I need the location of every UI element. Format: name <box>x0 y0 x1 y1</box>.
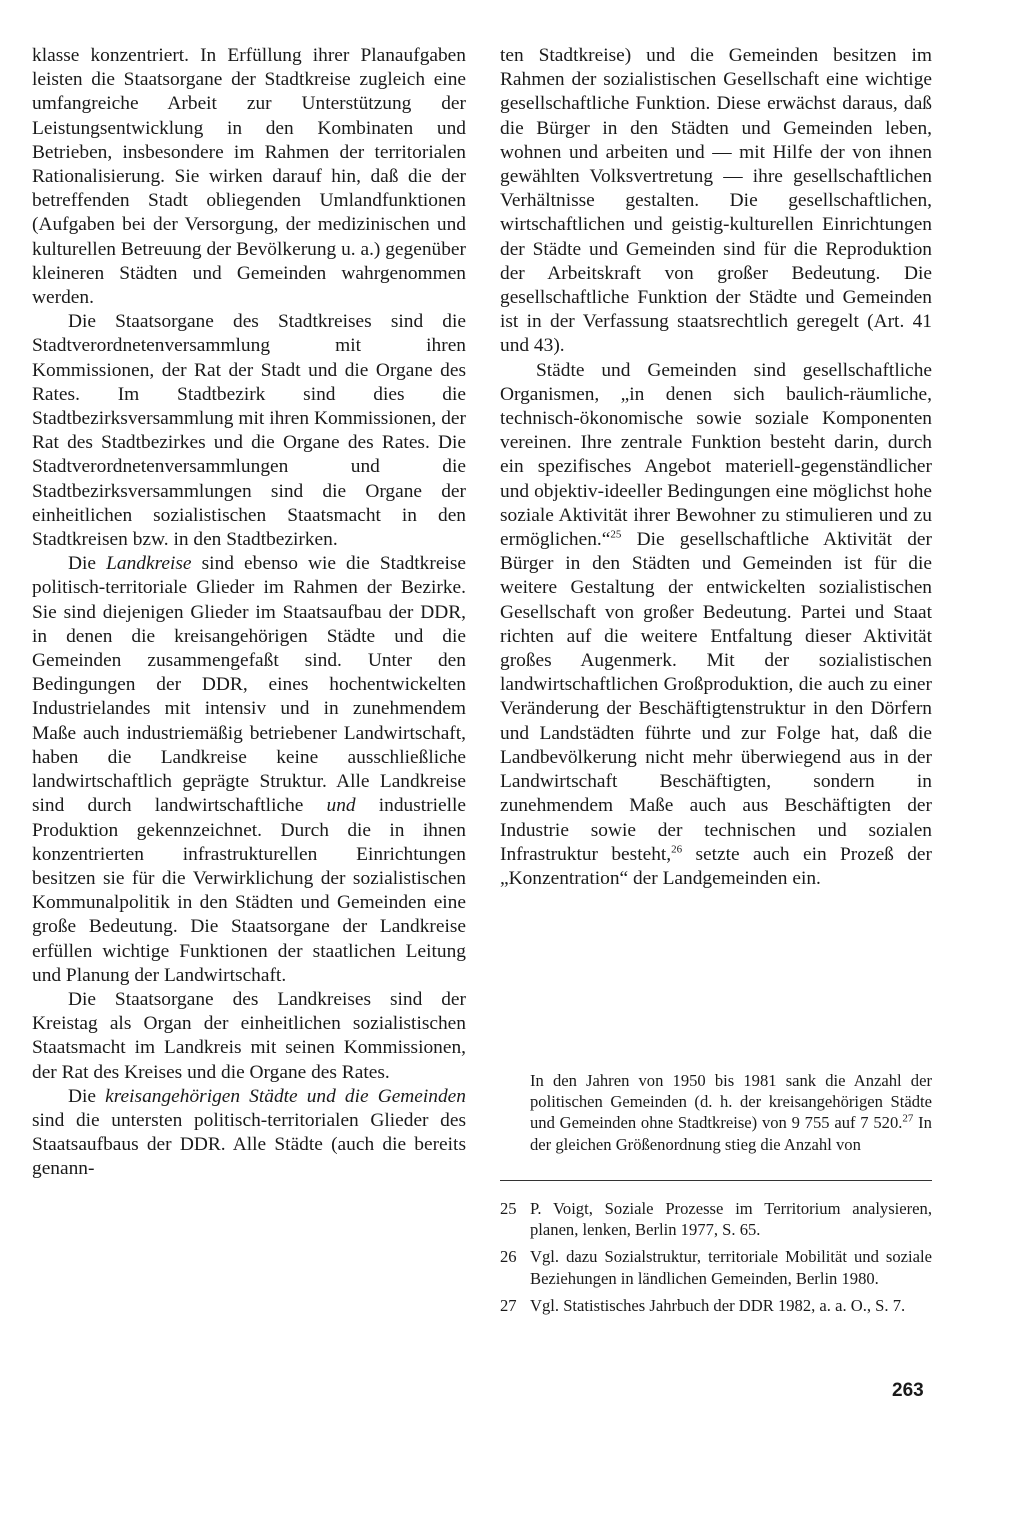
paragraph <box>32 988 466 1085</box>
paragraph-text: Städte und Gemeinden sind gesellschaftliche Organismen, „in denen sich baulich-räumliche, technisch-ökonomische sowie soziale Komponenten vereinen. Ihre zentrale Funktion besteht darin, durch ein spezifisches Angebot materiell-gegenständlicher und objektiv-ideeller Bedingungen eine möglichst hohe soziale Aktivität ihrer Bewohner zu stimulieren und zu ermöglichen.“ <box>500 359 932 551</box>
paragraph <box>32 552 466 988</box>
paragraph-text: sind ebenso wie die Stadtkreise politisch-territoriale Glieder im Rahmen der Bezirke. Sie sind diejenigen Glieder im Staatsaufbau der DDR, in denen die kreisangehörigen Städte und die Gemeinden zusammengefaßt sind. Unter den Bedingungen der DDR, eines hochentwickelten Industrielandes mit intensiv und in zunehmendem Maße auch industriemäßig betriebener Landwirtschaft, haben die Landkreise keine ausschließliche landwirtschaftlich geprägte Struktur. Alle Landkreise sind durch landwirtschaftliche <box>32 553 466 817</box>
paragraph <box>32 44 466 310</box>
footnote-ref: 25 <box>610 528 622 541</box>
italic-term: und <box>326 795 356 817</box>
footnote <box>500 1295 932 1316</box>
footnote-text: P. Voigt, Soziale Prozesse im Territorium analysieren, planen, lenken, Berlin 1977, S. 65. <box>530 1199 932 1240</box>
paragraph <box>32 310 466 552</box>
small-print-paragraph <box>530 1070 932 1155</box>
italic-term: kreisangehörigen Städte und die Gemeinden <box>105 1085 466 1107</box>
italic-term: Landkreise <box>106 553 192 575</box>
paragraph-text: ten Stadtkreise) und die Gemeinden besitzen im Rahmen der sozialistischen Gesellschaft eine wichtige gesellschaftliche Funktion. Diese erwächst daraus, daß die Bürger in den Städten und Gemeinden leben, wohnen und arbeiten und — mit Hilfe der von ihnen gewählten Volksvertretung — ihre gesellschaftlichen Verhältnisse gestalten. Die gesellschaftlichen, wirtschaftlichen und geistig-kulturellen Einrichtungen der Städte und Gemeinden sind für die Reproduktion der Arbeitskraft von großer Bedeutung. Die gesellschaftliche Funktion der Städte und Gemeinden ist in der Verfassung staatsrechtlich geregelt (Art. 41 und 43). <box>500 45 932 357</box>
footnote <box>500 1246 932 1288</box>
footnote-text: Vgl. Statistisches Jahrbuch der DDR 1982, a. a. O., S. 7. <box>530 1295 906 1315</box>
paragraph-text: Die gesellschaftliche Aktivität der Bürger in den Städten und Gemeinden ist für die weitere Gestaltung der entwickelten sozialistischen Gesellschaft von großer Bedeutung. Partei und Staat richten auf die weitere Entfaltung dieser Aktivität großes Augenmerk. Mit der sozialistischen landwirtschaftlichen Großproduktion, die auch zu einer Veränderung der Beschäftigtenstruktur in den Dörfern und Landstädten führte und zur Folge hat, daß die Landbevölkerung nicht mehr überwiegend aus in der Landwirtschaft Beschäftigten, sondern in zunehmendem Maße auch aus Beschäftigten der Industrie sowie der technischen und sozialen Infrastruktur besteht, <box>500 529 932 865</box>
paragraph-text: Die <box>68 553 107 575</box>
paragraph <box>500 359 932 891</box>
paragraph-text: In der gleichen Größenordnung stieg die Anzahl von <box>530 1113 932 1154</box>
footnote-divider <box>500 1180 932 1181</box>
paragraph-text: Die Staatsorgane des Stadtkreises sind die Stadtverordnetenversammlung mit ihren Kommissionen, der Rat der Stadt und die Organe des Rates. Im Stadtbezirk sind dies die Stadtbezirksversammlung mit ihren Kommissionen, der Rat des Stadtbezirkes und die Organe des Rates. Die Stadtverordnetenversammlungen und die Stadtbezirksversammlungen sind die Organe der einheitlichen sozialistischen Staatsmacht in den Stadtkreisen bzw. in den Stadtbezirken. <box>32 311 466 551</box>
paragraph-text: klasse konzentriert. In Erfüllung ihrer Planaufgaben leisten die Staatsorgane der Stadtkreise zugleich eine umfangreiche Arbeit zur Unterstützung der Leistungsentwicklung in den Kombinaten und Betrieben, insbesondere im Rahmen der territorialen Rationalisierung. Sie wirken darauf hin, daß die der betreffenden Stadt obliegenden Umlandfunktionen (Aufgaben bei der Versorgung, der medizinischen und kulturellen Betreuung der Bevölkerung u. a.) gegenüber kleineren Städten und Gemeinden wahrgenommen werden. <box>32 45 466 309</box>
footnote <box>500 1198 932 1240</box>
footnotes <box>500 1198 932 1322</box>
paragraph-text: sind die untersten politisch-territorialen Glieder des Staatsaufbaus der DDR. Alle Städte (auch die bereits genann- <box>32 1109 466 1180</box>
footnote-number: 27 <box>500 1295 517 1315</box>
paragraph-text: Die <box>68 1085 106 1107</box>
left-column <box>32 44 466 1182</box>
paragraph <box>500 44 932 359</box>
footnote-text: Vgl. dazu Sozialstruktur, territoriale Mobilität und soziale Beziehungen in ländlichen Gemeinden, Berlin 1980. <box>530 1247 932 1288</box>
paragraph-text: industrielle Produktion gekennzeichnet. Durch die in ihnen konzentrierten infrastrukturellen Einrichtungen besitzen sie für die Verwirklichung der sozialistischen Kommunalpolitik in den Städten und Gemeinden eine große Bedeutung. Die Staatsorgane der Landkreise erfüllen wichtige Funktionen der staatlichen Leitung und Planung der Landwirtschaft. <box>32 795 466 986</box>
page-number: 263 <box>892 1380 924 1401</box>
footnote-number: 25 <box>500 1199 517 1218</box>
right-column <box>500 44 932 891</box>
paragraph-text: setzte auch ein Prozeß der „Konzentration“ der Landgemeinden ein. <box>500 843 932 889</box>
paragraph-text: Die Staatsorgane des Landkreises sind der Kreistag als Organ der einheitlichen sozialistischen Staatsmacht im Landkreis mit seinen Kommissionen, der Rat des Kreises und die Organe des Rates. <box>32 988 466 1083</box>
paragraph-text: In den Jahren von 1950 bis 1981 sank die Anzahl der politischen Gemeinden (d. h. der kreisangehörigen Städte und Gemeinden ohne Stadtkreise) von 9 755 auf 7 520. <box>530 1071 932 1133</box>
paragraph <box>32 1085 466 1182</box>
footnote-ref: 26 <box>671 843 683 856</box>
footnote-number: 26 <box>500 1247 517 1267</box>
footnote-ref: 27 <box>902 1112 914 1125</box>
